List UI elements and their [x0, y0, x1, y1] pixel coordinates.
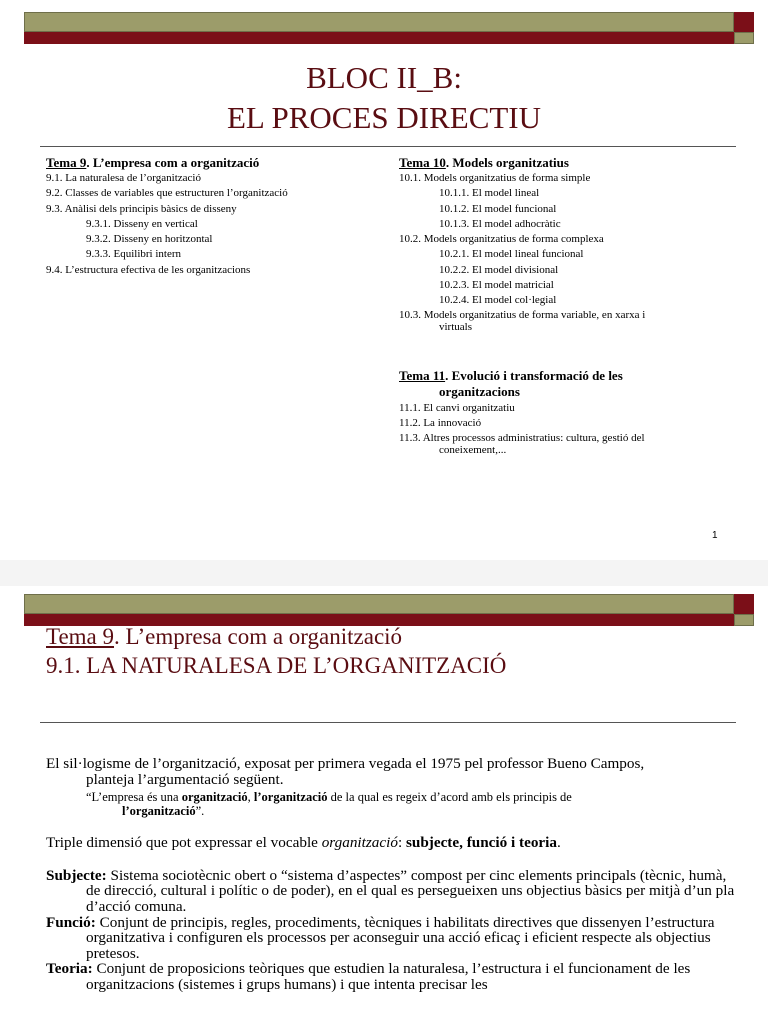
list-item: 10.1.1. El model lineal	[439, 187, 540, 200]
slide-2-title	[46, 622, 506, 680]
title-line-1: Tema 9. L’empresa com a organització	[46, 624, 403, 649]
tema-9-heading: Tema 9. L’empresa com a organització	[46, 155, 260, 170]
tema-9-link[interactable]: Tema 9	[46, 155, 87, 170]
tema-11-heading-cont: organitzacions	[439, 384, 520, 399]
list-item: virtuals	[439, 320, 472, 333]
list-item: 9.4. L’estructura efectiva de les organitzacions	[46, 263, 251, 276]
tema-11-link[interactable]: Tema 11	[399, 368, 446, 383]
list-item: 11.3. Altres processos administratius: cultura, gestió del	[399, 431, 645, 444]
title-line-2: EL PROCES DIRECTIU	[226, 100, 542, 135]
list-item: 10.3. Models organitzatius de forma variable, en xarxa i	[399, 308, 646, 321]
quote-block: “L’empresa és una organització, l’organització de la qual es regeix d’acord amb els principis de l’organització”.	[86, 790, 572, 819]
definition-subjecte: Subjecte: Sistema sociotècnic obert o “sistema d’aspectes” compost per cinc elements principals (tècnic, humà, de direcció, cultural i polític o de poder), en el qual es persegueixen uns objectius bàsics per mitjà d’un pla d’acció comuna.	[46, 866, 735, 915]
slide-2-body	[46, 756, 736, 993]
header-olive-square	[734, 32, 754, 44]
title-divider	[40, 722, 736, 723]
header-red-square	[734, 12, 754, 32]
list-item: 9.1. La naturalesa de l’organització	[46, 172, 201, 184]
page-number: 1	[712, 530, 718, 541]
slide-separator	[0, 560, 768, 586]
list-item: 11.1. El canvi organitzatiu	[399, 402, 515, 414]
triple-dimension: Triple dimensió que pot expressar el vocable organització: subjecte, funció i teoria.	[46, 834, 561, 852]
header-red-square	[734, 594, 754, 614]
para-1-line-1: El sil·logisme de l’organització, exposat per primera vegada el 1975 pel professor Bueno Campos,	[46, 755, 645, 772]
tema-10-heading: Tema 10. Models organitzatius	[399, 155, 569, 170]
subtitle: 9.1. LA NATURALESA DE L’ORGANITZACIÓ	[46, 653, 507, 678]
list-item: 10.2.2. El model divisional	[439, 263, 559, 276]
tema-10-section	[399, 155, 719, 333]
list-item: 10.1. Models organitzatius de forma simple	[399, 172, 591, 184]
list-item: 10.2. Models organitzatius de forma complexa	[399, 233, 604, 246]
list-item: 10.2.4. El model col·legial	[439, 294, 557, 307]
tema-11-heading: Tema 11. Evolució i transformació de les	[399, 368, 623, 383]
title-divider	[40, 146, 736, 147]
list-item: 10.2.3. El model matricial	[439, 279, 554, 292]
definition-funcio: Funció: Conjunt de principis, regles, procediments, tècniques i habilitats directives que dissenyen l’estructura organitzativa i configuren els processos per aconseguir una acció eficaç i eficient respecte als objectius pretesos.	[46, 913, 715, 962]
slide-1-title	[0, 58, 768, 138]
list-item: 9.3. Anàlisi dels principis bàsics de disseny	[46, 202, 237, 215]
list-item: coneixement,...	[439, 443, 507, 456]
header-olive-square	[734, 614, 754, 626]
tema-9-link[interactable]: Tema 9	[46, 624, 115, 649]
slide-2	[0, 586, 768, 1024]
list-item: 9.3.1. Disseny en vertical	[86, 217, 198, 230]
tema-10-link[interactable]: Tema 10	[399, 155, 446, 170]
header-red-bar	[24, 32, 734, 44]
list-item: 9.3.3. Equilibri intern	[86, 248, 182, 261]
list-item: 10.1.2. El model funcional	[439, 202, 557, 215]
list-item: 9.2. Classes de variables que estructuren l’organització	[46, 187, 288, 200]
header-olive-bar	[24, 12, 734, 32]
title-line-1: BLOC II_B:	[306, 60, 462, 95]
list-item: 9.3.2. Disseny en horitzontal	[86, 233, 213, 246]
slide-header-bars	[0, 0, 768, 46]
para-1-line-2: planteja l’argumentació següent.	[86, 770, 284, 788]
list-item: 10.2.1. El model lineal funcional	[439, 248, 584, 261]
tema-9-section	[46, 155, 386, 278]
tema-11-section	[399, 368, 719, 456]
definition-teoria: Teoria: Conjunt de proposicions teòriques que estudien la naturalesa, l’estructura i el funcionament de les organitzacions (sistemes i grups humans) i que intenta precisar les	[46, 960, 691, 993]
list-item: 10.1.3. El model adhocràtic	[439, 217, 561, 230]
header-olive-bar	[24, 594, 734, 614]
list-item: 11.2. La innovació	[399, 417, 482, 430]
